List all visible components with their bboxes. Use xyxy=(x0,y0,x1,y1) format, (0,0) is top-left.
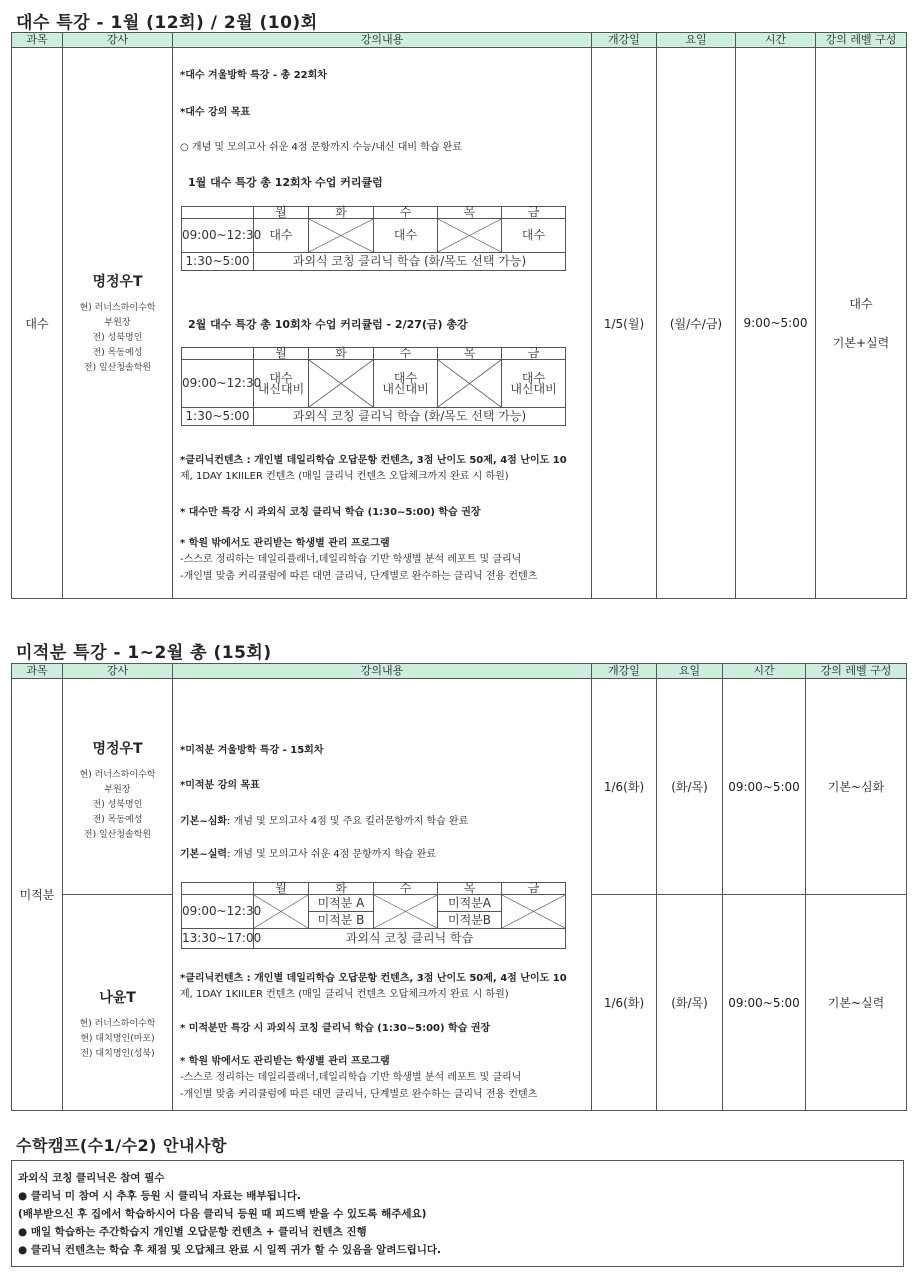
content-line: *미적분 겨울방학 특강 - 15회차 xyxy=(180,745,324,756)
coaching-cell: 과외식 코칭 클리닉 학습 xyxy=(254,929,566,949)
notice-box xyxy=(11,1160,904,1267)
day-tue: 화 xyxy=(309,883,374,895)
schedule-cell: 대수 xyxy=(502,219,566,253)
time-slot: 09:00~12:30 xyxy=(182,219,254,253)
teacher-credentials: 현) 러너스하이수학 부원장 전) 성북명인 전) 목동예성 전) 일산청솔학원 xyxy=(79,770,156,840)
class-days: (화/목) xyxy=(657,895,723,1111)
day-fri: 금 xyxy=(502,348,566,360)
empty-cell xyxy=(254,895,309,929)
day-tue: 화 xyxy=(309,207,374,219)
time-slot: 09:00~12:30 xyxy=(182,895,254,929)
empty-cell xyxy=(438,219,502,253)
teacher-name: 나윤T xyxy=(99,990,136,1006)
section2-table xyxy=(11,663,907,1111)
notice-line: ● 클리닉 미 참여 시 추후 등원 시 클리닉 자료는 배부됩니다. xyxy=(18,1190,301,1202)
notice-line: 과외식 코칭 클리닉은 참여 필수 xyxy=(18,1172,165,1184)
content-cell xyxy=(173,679,592,1111)
header-teacher: 강사 xyxy=(63,33,173,48)
header-start: 개강일 xyxy=(592,664,657,679)
feb-curriculum-title: 2월 대수 특강 총 10회차 수업 커리큘럼 - 2/27(금) 총강 xyxy=(188,318,468,331)
start-date: 1/5(월) xyxy=(592,48,657,599)
class-time: 9:00~5:00 xyxy=(736,48,816,599)
day-mon: 월 xyxy=(254,207,309,219)
empty-cell xyxy=(309,219,374,253)
day-mon: 월 xyxy=(254,348,309,360)
schedule-cell: 대수 내신대비 xyxy=(254,360,309,408)
time-slot: 09:00~12:30 xyxy=(182,360,254,408)
level-cell: 대수 기본+실력 xyxy=(816,48,907,599)
program-line: * 학원 밖에서도 관리받는 학생별 관리 프로그램 xyxy=(180,538,390,549)
schedule-cell: 대수 내신대비 xyxy=(374,360,438,408)
content-line: 기본~실력: 개념 및 모의고사 쉬운 4점 문항까지 학습 완료 xyxy=(180,849,437,860)
time-slot: 13:30~17:00 xyxy=(182,929,254,949)
header-subject: 과목 xyxy=(12,33,63,48)
content-line: *대수 강의 목표 xyxy=(180,107,251,118)
content-cell xyxy=(173,48,592,599)
day-wed: 수 xyxy=(374,207,438,219)
section1-table xyxy=(11,32,907,599)
clinic-line: *클리닉컨텐츠 : 개인별 데일리학습 오답문항 컨텐츠, 3점 난이도 50제, 4점 난이도 10 xyxy=(180,973,567,984)
class-time: 09:00~5:00 xyxy=(723,679,806,895)
coaching-cell: 과외식 코칭 클리닉 학습 (화/목도 선택 가능) xyxy=(254,408,566,426)
time-slot: 1:30~5:00 xyxy=(182,253,254,271)
content-line: *미적분 강의 목표 xyxy=(180,780,260,791)
day-tue: 화 xyxy=(309,348,374,360)
schedule-cell: 미적분A xyxy=(438,895,502,912)
header-start: 개강일 xyxy=(592,33,657,48)
class-days: (화/목) xyxy=(657,679,723,895)
day-thu: 목 xyxy=(438,207,502,219)
jan-curriculum-title: 1월 대수 특강 총 12회차 수업 커리큘럼 xyxy=(188,176,383,189)
start-date: 1/6(화) xyxy=(592,895,657,1111)
clinic-line: *클리닉컨텐츠 : 개인별 데일리학습 오답문항 컨텐츠, 3점 난이도 50제, 4점 난이도 10 xyxy=(180,455,567,466)
header-time: 시간 xyxy=(736,33,816,48)
day-mon: 월 xyxy=(254,883,309,895)
content-line: 기본~심화: 개념 및 모의고사 4점 및 주요 킬러문항까지 학습 완료 xyxy=(180,816,469,827)
day-thu: 목 xyxy=(438,883,502,895)
teacher-cell xyxy=(63,48,173,599)
schedule-cell: 미적분 B xyxy=(309,912,374,929)
schedule-cell: 대수 xyxy=(374,219,438,253)
header-days: 요일 xyxy=(657,33,736,48)
start-date: 1/6(화) xyxy=(592,679,657,895)
notice-line: ● 클리닉 컨텐츠는 학습 후 채점 및 오답체크 완료 시 일찍 귀가 할 수 있음을 알려드립니다. xyxy=(18,1244,441,1256)
teacher-cell xyxy=(63,895,173,1111)
day-fri: 금 xyxy=(502,207,566,219)
content-line: *대수 겨울방학 특강 - 총 22회차 xyxy=(180,70,327,81)
coaching-cell: 과외식 코칭 클리닉 학습 (화/목도 선택 가능) xyxy=(254,253,566,271)
program-detail: -스스로 정리하는 데일리플래너,데일리학습 기반 학생별 분석 레포트 및 클리닉 xyxy=(180,554,522,565)
day-wed: 수 xyxy=(374,348,438,360)
section2-title: 미적분 특강 - 1~2월 총 (15회) xyxy=(16,643,272,663)
teacher-cell xyxy=(63,679,173,895)
notice-title: 수학캠프(수1/수2) 안내사항 xyxy=(16,1136,227,1155)
program-line: * 학원 밖에서도 관리받는 학생별 관리 프로그램 xyxy=(180,1056,390,1067)
schedule-cell: 대수 내신대비 xyxy=(502,360,566,408)
header-level: 강의 레벨 구성 xyxy=(816,33,907,48)
teacher-name: 명정우T xyxy=(92,273,143,290)
schedule-cell: 미적분 A xyxy=(309,895,374,912)
header-subject: 과목 xyxy=(12,664,63,679)
notice-line: (배부받으신 후 집에서 학습하시어 다음 클리닉 등원 때 피드백 받을 수 있도록 해주세요) xyxy=(18,1208,427,1220)
content-line: ○ 개념 및 모의고사 쉬운 4점 문항까지 수능/내신 대비 학습 완료 xyxy=(180,142,463,153)
notice-line: ● 매일 학습하는 주간학습지 개인별 오답문항 컨텐츠 + 클리닉 컨텐츠 진행 xyxy=(18,1226,367,1238)
recommend-line: * 미적분만 특강 시 과외식 코칭 클리닉 학습 (1:30~5:00) 학습 권장 xyxy=(180,1023,491,1034)
section1-title: 대수 특강 - 1월 (12회) / 2월 (10)회 xyxy=(16,13,318,33)
feb-schedule-table xyxy=(181,347,566,426)
level-cell: 기본~실력 xyxy=(806,895,907,1111)
day-wed: 수 xyxy=(374,883,438,895)
class-days: (월/수/금) xyxy=(657,48,736,599)
program-detail: -개인별 맞춤 커리큘럼에 따른 대면 클리닉, 단계별로 완수하는 클리닉 전용 컨텐츠 xyxy=(180,1089,538,1100)
day-fri: 금 xyxy=(502,883,566,895)
teacher-credentials: 현) 러너스하이수학 부원장 전) 성북명인 전) 목동예성 전) 일산청솔학원 xyxy=(79,302,156,373)
recommend-line: * 대수만 특강 시 과외식 코칭 클리닉 학습 (1:30~5:00) 학습 권장 xyxy=(180,507,481,518)
header-content: 강의내용 xyxy=(173,664,592,679)
jan-schedule-table xyxy=(181,206,566,271)
header-days: 요일 xyxy=(657,664,723,679)
time-slot: 1:30~5:00 xyxy=(182,408,254,426)
empty-cell xyxy=(438,360,502,408)
level-cell: 기본~심화 xyxy=(806,679,907,895)
empty-cell xyxy=(309,360,374,408)
class-time: 09:00~5:00 xyxy=(723,895,806,1111)
header-level: 강의 레벨 구성 xyxy=(806,664,907,679)
empty-cell xyxy=(374,895,438,929)
teacher-credentials: 현) 러너스하이수학 현) 대치명인(마포) 전) 대치명인(성북) xyxy=(79,1019,156,1059)
subject-cell: 대수 xyxy=(12,48,63,599)
header-content: 강의내용 xyxy=(173,33,592,48)
clinic-line: 제, 1DAY 1KIILER 컨텐츠 (매일 클리닉 컨텐츠 오답체크까지 완료 시 하원) xyxy=(180,989,509,1000)
teacher-name: 명정우T xyxy=(92,741,143,757)
header-time: 시간 xyxy=(723,664,806,679)
program-detail: -개인별 맞춤 커리큘럼에 따른 대면 클리닉, 단계별로 완수하는 클리닉 전용 컨텐츠 xyxy=(180,571,538,582)
program-detail: -스스로 정리하는 데일리플래너,데일리학습 기반 학생별 분석 레포트 및 클리닉 xyxy=(180,1072,522,1083)
day-thu: 목 xyxy=(438,348,502,360)
schedule-cell: 대수 xyxy=(254,219,309,253)
schedule-cell: 미적분B xyxy=(438,912,502,929)
subject-cell: 미적분 xyxy=(12,679,63,1111)
empty-cell xyxy=(502,895,566,929)
header-teacher: 강사 xyxy=(63,664,173,679)
calc-schedule-table xyxy=(181,882,566,949)
clinic-line: 제, 1DAY 1KIILER 컨텐츠 (매일 클리닉 컨텐츠 오답체크까지 완료 시 하원) xyxy=(180,471,509,482)
